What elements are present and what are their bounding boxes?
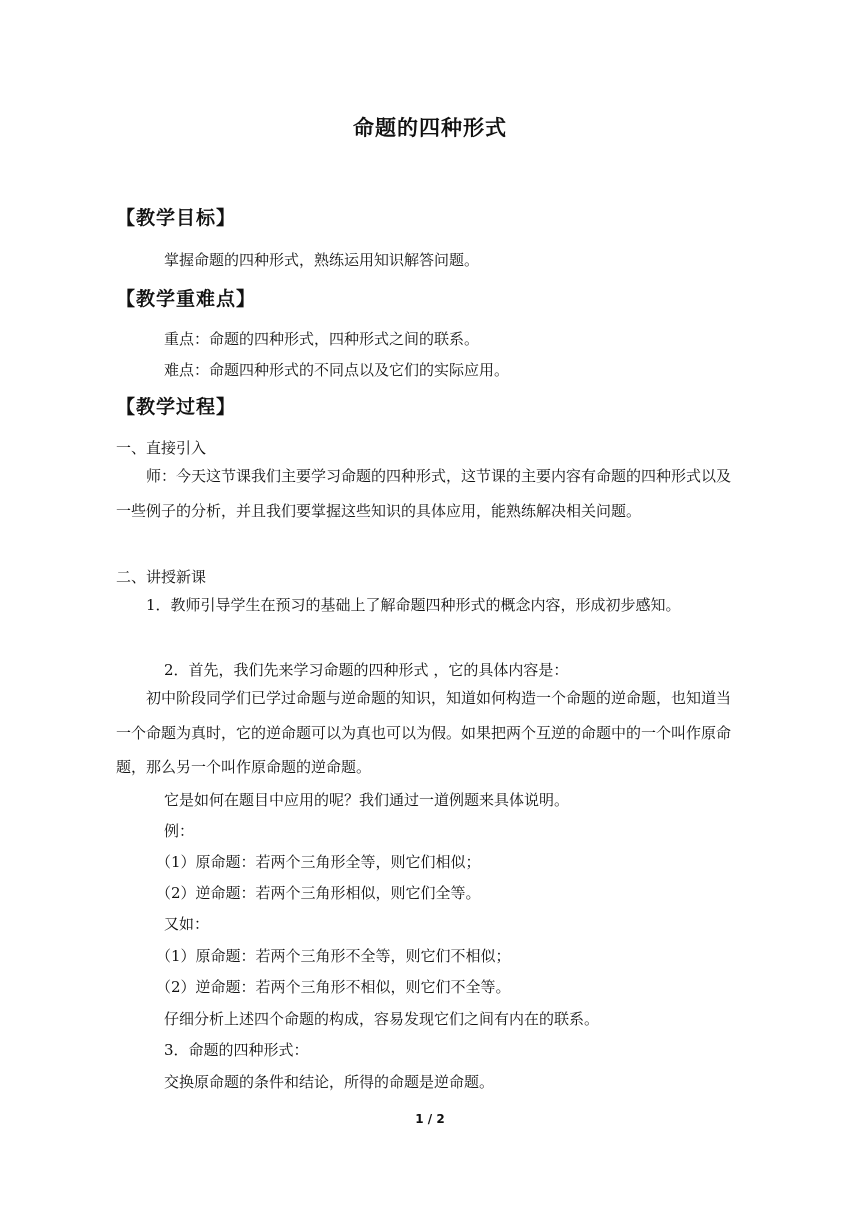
item2-paragraph: 初中阶段同学们已学过命题与逆命题的知识，知道如何构造一个命题的逆命题，也知道当一个命题为真时，它的逆命题可以为真也可以为假。如果把两个互逆的命题中的一个叫作原命题，那么另一个叫作原命题的逆命题。 bbox=[116, 689, 732, 776]
key-heading: 【教学重难点】 bbox=[116, 288, 257, 310]
item3-text: 3．命题的四种形式： bbox=[164, 1041, 309, 1059]
also-2: （2）逆命题：若两个三角形不相似，则它们不全等。 bbox=[156, 978, 511, 996]
item2-text: 2．首先，我们先来学习命题的四种形式 ，它的具体内容是： bbox=[164, 661, 569, 679]
part1-title: 一、直接引入 bbox=[116, 439, 207, 457]
example-label: 例： bbox=[164, 822, 195, 840]
also-label: 又如： bbox=[164, 915, 210, 933]
part2-title: 二、讲授新课 bbox=[116, 568, 207, 586]
process-heading: 【教学过程】 bbox=[116, 396, 237, 418]
part1-text: 师：今天这节课我们主要学习命题的四种形式，这节课的主要内容有命题的四种形式以及一些例子的分析，并且我们要掌握这些知识的具体应用，能熟练解决相关问题。 bbox=[116, 467, 732, 520]
example-1: （1）原命题：若两个三角形全等，则它们相似； bbox=[156, 853, 481, 871]
difficult-point: 难点：命题四种形式的不同点以及它们的实际应用。 bbox=[164, 361, 510, 379]
apply-text: 它是如何在题目中应用的呢？我们通过一道例题来具体说明。 bbox=[164, 791, 570, 809]
goal-heading: 【教学目标】 bbox=[116, 207, 237, 229]
goal-text: 掌握命题的四种形式，熟练运用知识解答问题。 bbox=[164, 251, 480, 269]
also-1: （1）原命题：若两个三角形不全等，则它们不相似； bbox=[156, 947, 511, 965]
analysis-text: 仔细分析上述四个命题的构成，容易发现它们之间有内在的联系。 bbox=[164, 1010, 600, 1028]
key-point: 重点：命题的四种形式，四种形式之间的联系。 bbox=[164, 330, 480, 348]
page-number: 1 / 2 bbox=[415, 1112, 445, 1126]
item1-text: 1．教师引导学生在预习的基础上了解命题四种形式的概念内容，形成初步感知。 bbox=[146, 596, 681, 614]
item3-paragraph: 交换原命题的条件和结论，所得的命题是逆命题。 bbox=[164, 1073, 495, 1091]
page-title: 命题的四种形式 bbox=[353, 116, 507, 140]
example-2: （2）逆命题：若两个三角形相似，则它们全等。 bbox=[156, 884, 481, 902]
